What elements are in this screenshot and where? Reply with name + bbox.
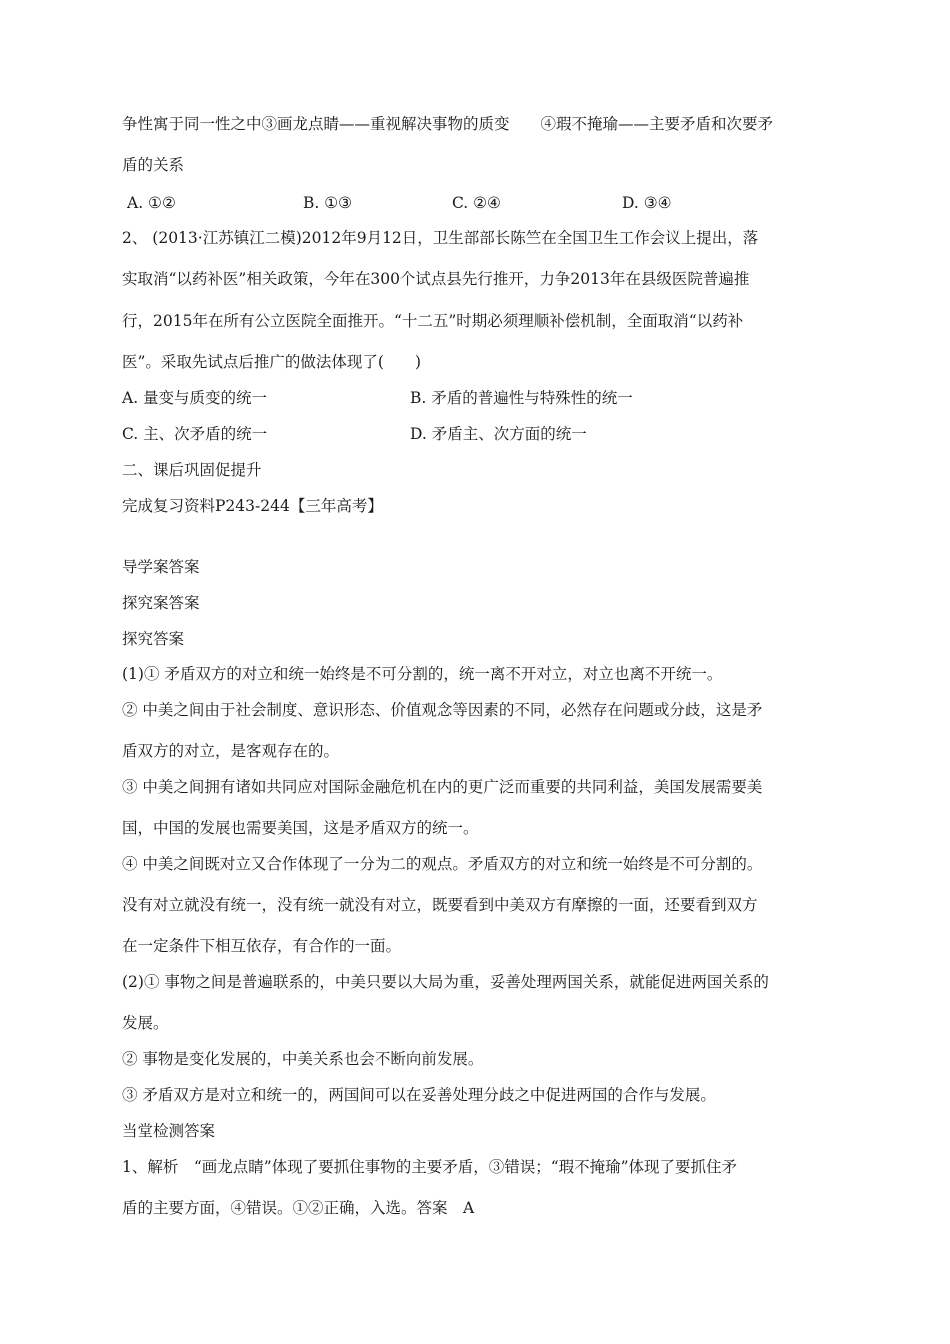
answer-line: 发展。	[122, 1014, 169, 1032]
option-d: D. ③④	[622, 194, 672, 212]
text-line: 完成复习资料P243-244【三年高考】	[122, 497, 383, 515]
q2-option-b: B. 矛盾的普遍性与特殊性的统一	[410, 389, 633, 407]
option-a: A. ①②	[127, 194, 176, 212]
answer-line: (2)① 事物之间是普遍联系的，中美只要以大局为重，妥善处理两国关系，就能促进两国关系的	[122, 973, 769, 991]
answer-line: ④ 中美之间既对立又合作体现了一分为二的观点。矛盾双方的对立和统一始终是不可分割的。	[122, 855, 763, 873]
answer-line: 盾双方的对立，是客观存在的。	[122, 742, 340, 760]
answer-line: ② 中美之间由于社会制度、意识形态、价值观念等因素的不同，必然存在问题或分歧，这是矛	[122, 701, 763, 719]
text-line: 争性寓于同一性之中③画龙点睛——重视解决事物的质变 ④瑕不掩瑜——主要矛盾和次要矛	[122, 115, 774, 133]
answer-line: 1、解析 “画龙点睛”体现了要抓住事物的主要矛盾，③错误；“瑕不掩瑜”体现了要抓住矛	[122, 1158, 738, 1176]
option-c: C. ②④	[452, 194, 501, 212]
answer-line: ③ 矛盾双方是对立和统一的，两国间可以在妥善处理分歧之中促进两国的合作与发展。	[122, 1086, 716, 1104]
answer-line: 盾的主要方面，④错误。①②正确，入选。答案 A	[122, 1199, 475, 1217]
option-b: B. ①③	[303, 194, 353, 212]
answer-heading: 当堂检测答案	[122, 1122, 216, 1140]
answer-line: 在一定条件下相互依存，有合作的一面。	[122, 937, 402, 955]
answer-line: ③ 中美之间拥有诸如共同应对国际金融危机在内的更广泛而重要的共同利益，美国发展需要美	[122, 778, 763, 796]
answer-line: 国，中国的发展也需要美国，这是矛盾双方的统一。	[122, 819, 479, 837]
q2-option-d: D. 矛盾主、次方面的统一	[410, 425, 587, 443]
answer-line: (1)① 矛盾双方的对立和统一始终是不可分割的，统一离不开对立，对立也离不开统一。	[122, 665, 723, 683]
q2-option-c: C. 主、次矛盾的统一	[122, 425, 268, 443]
answer-line: 没有对立就没有统一，没有统一就没有对立，既要看到中美双方有摩擦的一面，还要看到双方	[122, 896, 758, 914]
q2-option-a: A. 量变与质变的统一	[122, 389, 268, 407]
question-2-line: 2、 (2013·江苏镇江二模)2012年9月12日，卫生部部长陈竺在全国卫生工作会议上提出，落	[122, 229, 759, 247]
question-2-line: 医”。采取先试点后推广的做法体现了( )	[122, 353, 422, 371]
section-heading: 二、课后巩固促提升	[122, 461, 262, 479]
answer-heading: 导学案答案	[122, 558, 200, 576]
answer-subheading: 探究答案	[122, 630, 185, 648]
question-2-line: 行，2015年在所有公立医院全面推开。“十二五”时期必须理顺补偿机制，全面取消“以药补	[122, 312, 744, 330]
answer-subheading: 探究案答案	[122, 594, 200, 612]
question-2-line: 实取消“以药补医”相关政策，今年在300个试点县先行推开，力争2013年在县级医院普遍推	[122, 270, 750, 288]
answer-line: ② 事物是变化发展的，中美关系也会不断向前发展。	[122, 1050, 484, 1068]
text-line: 盾的关系	[122, 156, 185, 174]
